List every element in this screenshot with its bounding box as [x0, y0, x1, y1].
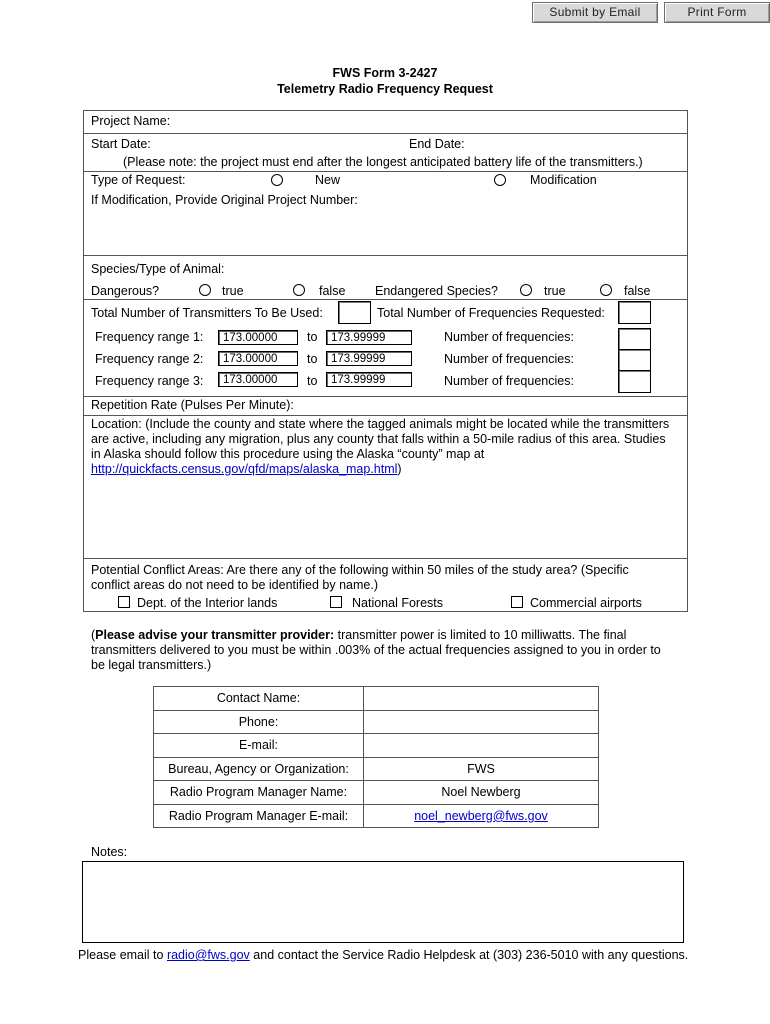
location-instructions: in Alaska should follow this procedure using the Alaska “county” map at [91, 447, 485, 461]
frequency-from-input[interactable]: 173.00000 [218, 351, 298, 366]
total-frequencies-label: Total Number of Frequencies Requested: [377, 306, 605, 320]
original-project-number-label: If Modification, Provide Original Project Number: [91, 193, 358, 207]
advisory-heading: Please advise your transmitter provider: [95, 628, 335, 642]
species-label: Species/Type of Animal: [91, 262, 225, 276]
advisory-text: transmitters delivered to you must be within .003% of the actual frequencies assigned to you in order to [91, 643, 661, 657]
request-modification-label: Modification [530, 173, 597, 187]
organization-value: FWS [364, 757, 599, 781]
advisory-text: be legal transmitters.) [91, 658, 212, 672]
divider [83, 415, 687, 416]
divider [83, 396, 687, 397]
transmitter-count-input[interactable] [338, 301, 371, 324]
number-of-frequencies-input[interactable] [618, 328, 651, 351]
endangered-true-radio[interactable] [520, 284, 532, 296]
number-of-frequencies-label: Number of frequencies: [444, 352, 574, 366]
manager-email-link[interactable]: noel_newberg@fws.gov [414, 808, 548, 823]
form-number: FWS Form 3-2427 [332, 66, 438, 80]
frequency-to-label: to [307, 330, 318, 344]
endangered-true-label: true [544, 284, 566, 298]
national-forests-checkbox[interactable] [330, 596, 342, 608]
frequency-to-label: to [307, 352, 318, 366]
frequency-range-label: Frequency range 1: [95, 330, 204, 344]
alaska-map-link[interactable]: http://quickfacts.census.gov/qfd/maps/alaska_map.html [91, 462, 398, 476]
divider [83, 558, 687, 559]
divider [83, 299, 687, 300]
table-row [154, 804, 599, 828]
dangerous-true-label: true [222, 284, 244, 298]
manager-email-label: Radio Program Manager E-mail: [154, 804, 364, 828]
advisory-text [91, 628, 626, 642]
doi-lands-label: Dept. of the Interior lands [137, 596, 278, 610]
location-instructions: are active, including any migration, plus any county that falls within a 50-mile radius of this area. Studies [91, 432, 666, 446]
contact-table [153, 686, 599, 828]
frequency-to-input[interactable]: 173.99999 [326, 351, 412, 366]
print-form-button[interactable]: Print Form [664, 2, 770, 23]
table-row [154, 781, 599, 805]
battery-life-note: (Please note: the project must end after the longest anticipated battery life of the transmitters.) [123, 155, 643, 169]
divider [83, 255, 687, 256]
commercial-airports-checkbox[interactable] [511, 596, 523, 608]
doi-lands-checkbox[interactable] [118, 596, 130, 608]
total-frequencies-input[interactable] [618, 301, 651, 324]
endangered-false-radio[interactable] [600, 284, 612, 296]
end-date-label: End Date: [409, 137, 465, 151]
endangered-false-label: false [624, 284, 651, 298]
frequency-to-label: to [307, 374, 318, 388]
number-of-frequencies-label: Number of frequencies: [444, 374, 574, 388]
link-close-paren: ) [397, 462, 402, 476]
footer-text-before: Please email to [78, 948, 167, 962]
form-title: Telemetry Radio Frequency Request [277, 82, 493, 96]
frequency-to-input[interactable]: 173.99999 [326, 372, 412, 387]
endangered-label: Endangered Species? [375, 284, 499, 298]
dangerous-false-radio[interactable] [293, 284, 305, 296]
request-type-label: Type of Request: [91, 173, 186, 187]
email-field[interactable] [364, 734, 599, 758]
divider [83, 171, 687, 172]
request-new-label: New [315, 173, 341, 187]
footer-text [78, 948, 688, 962]
request-modification-radio[interactable] [494, 174, 506, 186]
table-row [154, 757, 599, 781]
organization-label: Bureau, Agency or Organization: [154, 757, 364, 781]
footer-text-after: and contact the Service Radio Helpdesk at (303) 236-5010 with any questions. [249, 948, 689, 962]
submit-by-email-button[interactable]: Submit by Email [532, 2, 658, 23]
notes-label: Notes: [91, 845, 128, 859]
number-of-frequencies-label: Number of frequencies: [444, 330, 574, 344]
table-row [154, 710, 599, 734]
phone-label: Phone: [154, 710, 364, 734]
email-label: E-mail: [154, 734, 364, 758]
notes-textarea[interactable] [82, 861, 684, 943]
alaska-map-line [91, 462, 402, 476]
dangerous-label: Dangerous? [91, 284, 160, 298]
manager-email-cell [364, 804, 599, 828]
manager-name-label: Radio Program Manager Name: [154, 781, 364, 805]
number-of-frequencies-input[interactable] [618, 349, 651, 372]
advisory-text-rest: transmitter power is limited to 10 milliwatts. The final [334, 628, 627, 642]
start-date-label: Start Date: [91, 137, 151, 151]
repetition-rate-label: Repetition Rate (Pulses Per Minute): [91, 398, 294, 412]
request-new-radio[interactable] [271, 174, 283, 186]
frequency-range-label: Frequency range 2: [95, 352, 204, 366]
number-of-frequencies-input[interactable] [618, 370, 651, 393]
radio-email-link[interactable]: radio@fws.gov [166, 948, 250, 962]
frequency-from-input[interactable]: 173.00000 [218, 330, 298, 345]
project-name-label: Project Name: [91, 114, 171, 128]
frequency-range-label: Frequency range 3: [95, 374, 204, 388]
manager-name-value: Noel Newberg [364, 781, 599, 805]
advisory-open-paren: ( [91, 628, 96, 642]
contact-name-label: Contact Name: [154, 687, 364, 711]
table-row [154, 687, 599, 711]
frequency-to-input[interactable]: 173.99999 [326, 330, 412, 345]
divider [83, 133, 687, 134]
dangerous-true-radio[interactable] [199, 284, 211, 296]
conflict-areas-question: conflict areas do not need to be identified by name.) [91, 578, 378, 592]
national-forests-label: National Forests [352, 596, 444, 610]
dangerous-false-label: false [319, 284, 346, 298]
contact-name-field[interactable] [364, 687, 599, 711]
table-row [154, 734, 599, 758]
commercial-airports-label: Commercial airports [530, 596, 642, 610]
frequency-from-input[interactable]: 173.00000 [218, 372, 298, 387]
phone-field[interactable] [364, 710, 599, 734]
location-instructions: Location: (Include the county and state where the tagged animals might be located while the transmitters [91, 417, 670, 431]
transmitter-count-label: Total Number of Transmitters To Be Used: [91, 306, 323, 320]
conflict-areas-question: Potential Conflict Areas: Are there any of the following within 50 miles of the study area? (Specific [91, 563, 629, 577]
